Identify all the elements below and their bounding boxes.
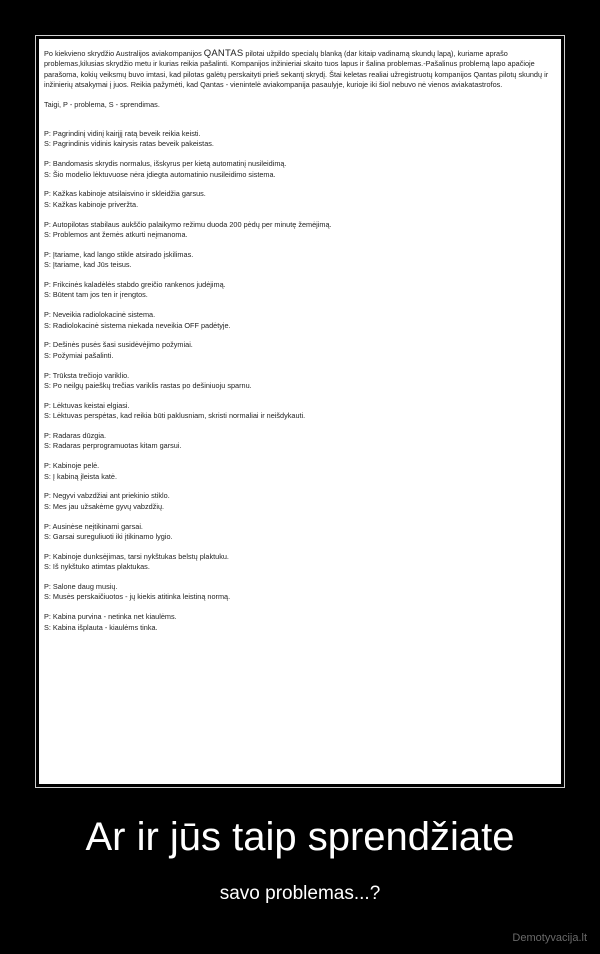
problem-solution-pair	[44, 371, 555, 392]
solution-line: S: Po neilgų paieškų trečias variklis rastas po dešiniuoju sparnu.	[44, 381, 252, 391]
solution-line: S: Pagrindinis vidinis kairysis ratas beveik pakeistas.	[44, 139, 214, 149]
problem-line: P: Salone daug musių.	[44, 582, 118, 592]
problem-line: P: Negyvi vabzdžiai ant priekinio stiklo.	[44, 491, 170, 501]
solution-line: S: Garsai sureguliuoti iki įtikinamo lygio.	[44, 532, 173, 542]
problem-line: P: Kabinoje pelė.	[44, 461, 100, 471]
problem-solution-pair	[44, 401, 555, 422]
problem-solution-pair	[44, 280, 555, 301]
problem-solution-pair	[44, 129, 555, 150]
problem-solution-pair	[44, 522, 555, 543]
caption-subtitle: savo problemas...?	[219, 883, 381, 904]
legend-line: Taigi, P - problema, S - sprendimas.	[44, 99, 160, 109]
solution-line: S: Kabina išplauta - kiaulėms tinka.	[44, 622, 158, 632]
solution-line: S: Lėktuvas perspėtas, kad reikia būti paklusniam, skristi normaliai ir neišdykauti.	[44, 411, 306, 421]
problem-solution-pair	[44, 461, 555, 482]
intro-text: pilotai užpildo specialų blanką (dar kitaip vadinamą skundų lapą), kuriame aprašo problemas,kilusias skrydžio metu ir kurias reikia pašalinti. Kompanijos inžinieriai skaito tuos lapus ir šalina problemas.-Pašalinus problemą lapo apačioje parašoma, kokių veiksmų buvo imtasi, kad pilotas galėtų perskaityti prieš sekantį skrydį. Štai keletas realiai užregistruotų kompanijos Qantas pilotų skundų ir inžinierių atsakymai į juos. Reikia pažymėti, kad Qantas - vienintelė aviakompanija pasaulyje, kurioje iki šiol nebuvo nė vienos aviakatastrofos.	[44, 49, 549, 90]
intro-paragraph	[44, 49, 555, 91]
solution-line: S: Radiolokacinė sistema niekada neveikia OFF padėtyje.	[44, 320, 231, 330]
problem-solution-pair	[44, 250, 555, 271]
solution-line: S: Į kabiną įleista katė.	[44, 471, 118, 481]
problem-line: P: Autopilotas stabilaus aukščio palaikymo režimu duoda 200 pėdų per minutę žemėjimą.	[44, 219, 332, 229]
solution-line: S: Radaras perprogramuotas kitam garsui.	[44, 441, 182, 451]
problem-line: P: Kabina purvina - netinka net kiaulėms.	[44, 612, 177, 622]
problem-line: P: Ausinėse neįtikinami garsai.	[44, 521, 143, 531]
problem-solution-pair	[44, 582, 555, 603]
problem-line: P: Trūksta trečiojo variklio.	[44, 370, 130, 380]
problem-solution-pair	[44, 159, 555, 180]
problem-solution-pair	[44, 491, 555, 512]
site-watermark[interactable]: Demotyvacija.lt	[512, 932, 587, 944]
solution-line: S: Mes jau užsakėme gyvų vabzdžių.	[44, 501, 165, 511]
problem-solution-pair	[44, 220, 555, 241]
problem-solution-pair	[44, 310, 555, 331]
problem-solution-pair	[44, 431, 555, 452]
solution-line: S: Įtariame, kad Jūs teisus.	[44, 260, 132, 270]
solution-line: S: Iš nykštuko atimtas plaktukas.	[44, 562, 150, 572]
problem-line: P: Dešinės pusės šasi susidėvėjimo požymiai.	[44, 340, 193, 350]
problem-line: P: Kažkas kabinoje atsilaisvino ir skleidžia garsus.	[44, 189, 206, 199]
problem-line: P: Neveikia radiolokacinė sistema.	[44, 310, 156, 320]
intro-prefix: Po kiekvieno skrydžio Australijos aviakompanijos	[44, 49, 204, 58]
problem-line: P: Bandomasis skrydis normalus, išskyrus per kietą automatinį nusileidimą.	[44, 159, 287, 169]
problem-solution-pair	[44, 552, 555, 573]
problem-line: P: Pagrindinį vidinį kairįjį ratą beveik reikia keisti.	[44, 129, 201, 139]
solution-line: S: Būtent tam jos ten ir įrengtos.	[44, 290, 148, 300]
problem-solution-pair	[44, 189, 555, 210]
caption-title: Ar ir jūs taip sprendžiate	[85, 815, 515, 859]
problem-line: P: Frikcinės kaladėlės stabdo greičio rankenos judėjimą.	[44, 280, 226, 290]
solution-line: S: Požymiai pašalinti.	[44, 350, 114, 360]
document-image	[39, 39, 561, 784]
problem-line: P: Radaras dūzgia.	[44, 431, 107, 441]
problem-line: P: Lėktuvas keistai elgiasi.	[44, 400, 130, 410]
solution-line: S: Musės perskaičiuotos - jų kiekis atitinka leistiną normą.	[44, 592, 231, 602]
problem-line: P: Kabinoje dunksėjimas, tarsi nykštukas belstų plaktuku.	[44, 551, 229, 561]
poster-frame	[35, 35, 565, 788]
solution-line: S: Problemos ant žemės atkurti neįmanoma.	[44, 230, 188, 240]
problem-line: P: Įtariame, kad lango stikle atsirado įskilimas.	[44, 249, 194, 259]
problem-solution-list	[44, 129, 555, 633]
problem-solution-pair	[44, 612, 555, 633]
brand-name: QANTAS	[203, 48, 244, 59]
solution-line: S: Kažkas kabinoje priveržta.	[44, 199, 139, 209]
problem-solution-pair	[44, 340, 555, 361]
solution-line: S: Šio modelio lėktuvuose nėra įdiegta automatinio nusileidimo sistema.	[44, 169, 276, 179]
